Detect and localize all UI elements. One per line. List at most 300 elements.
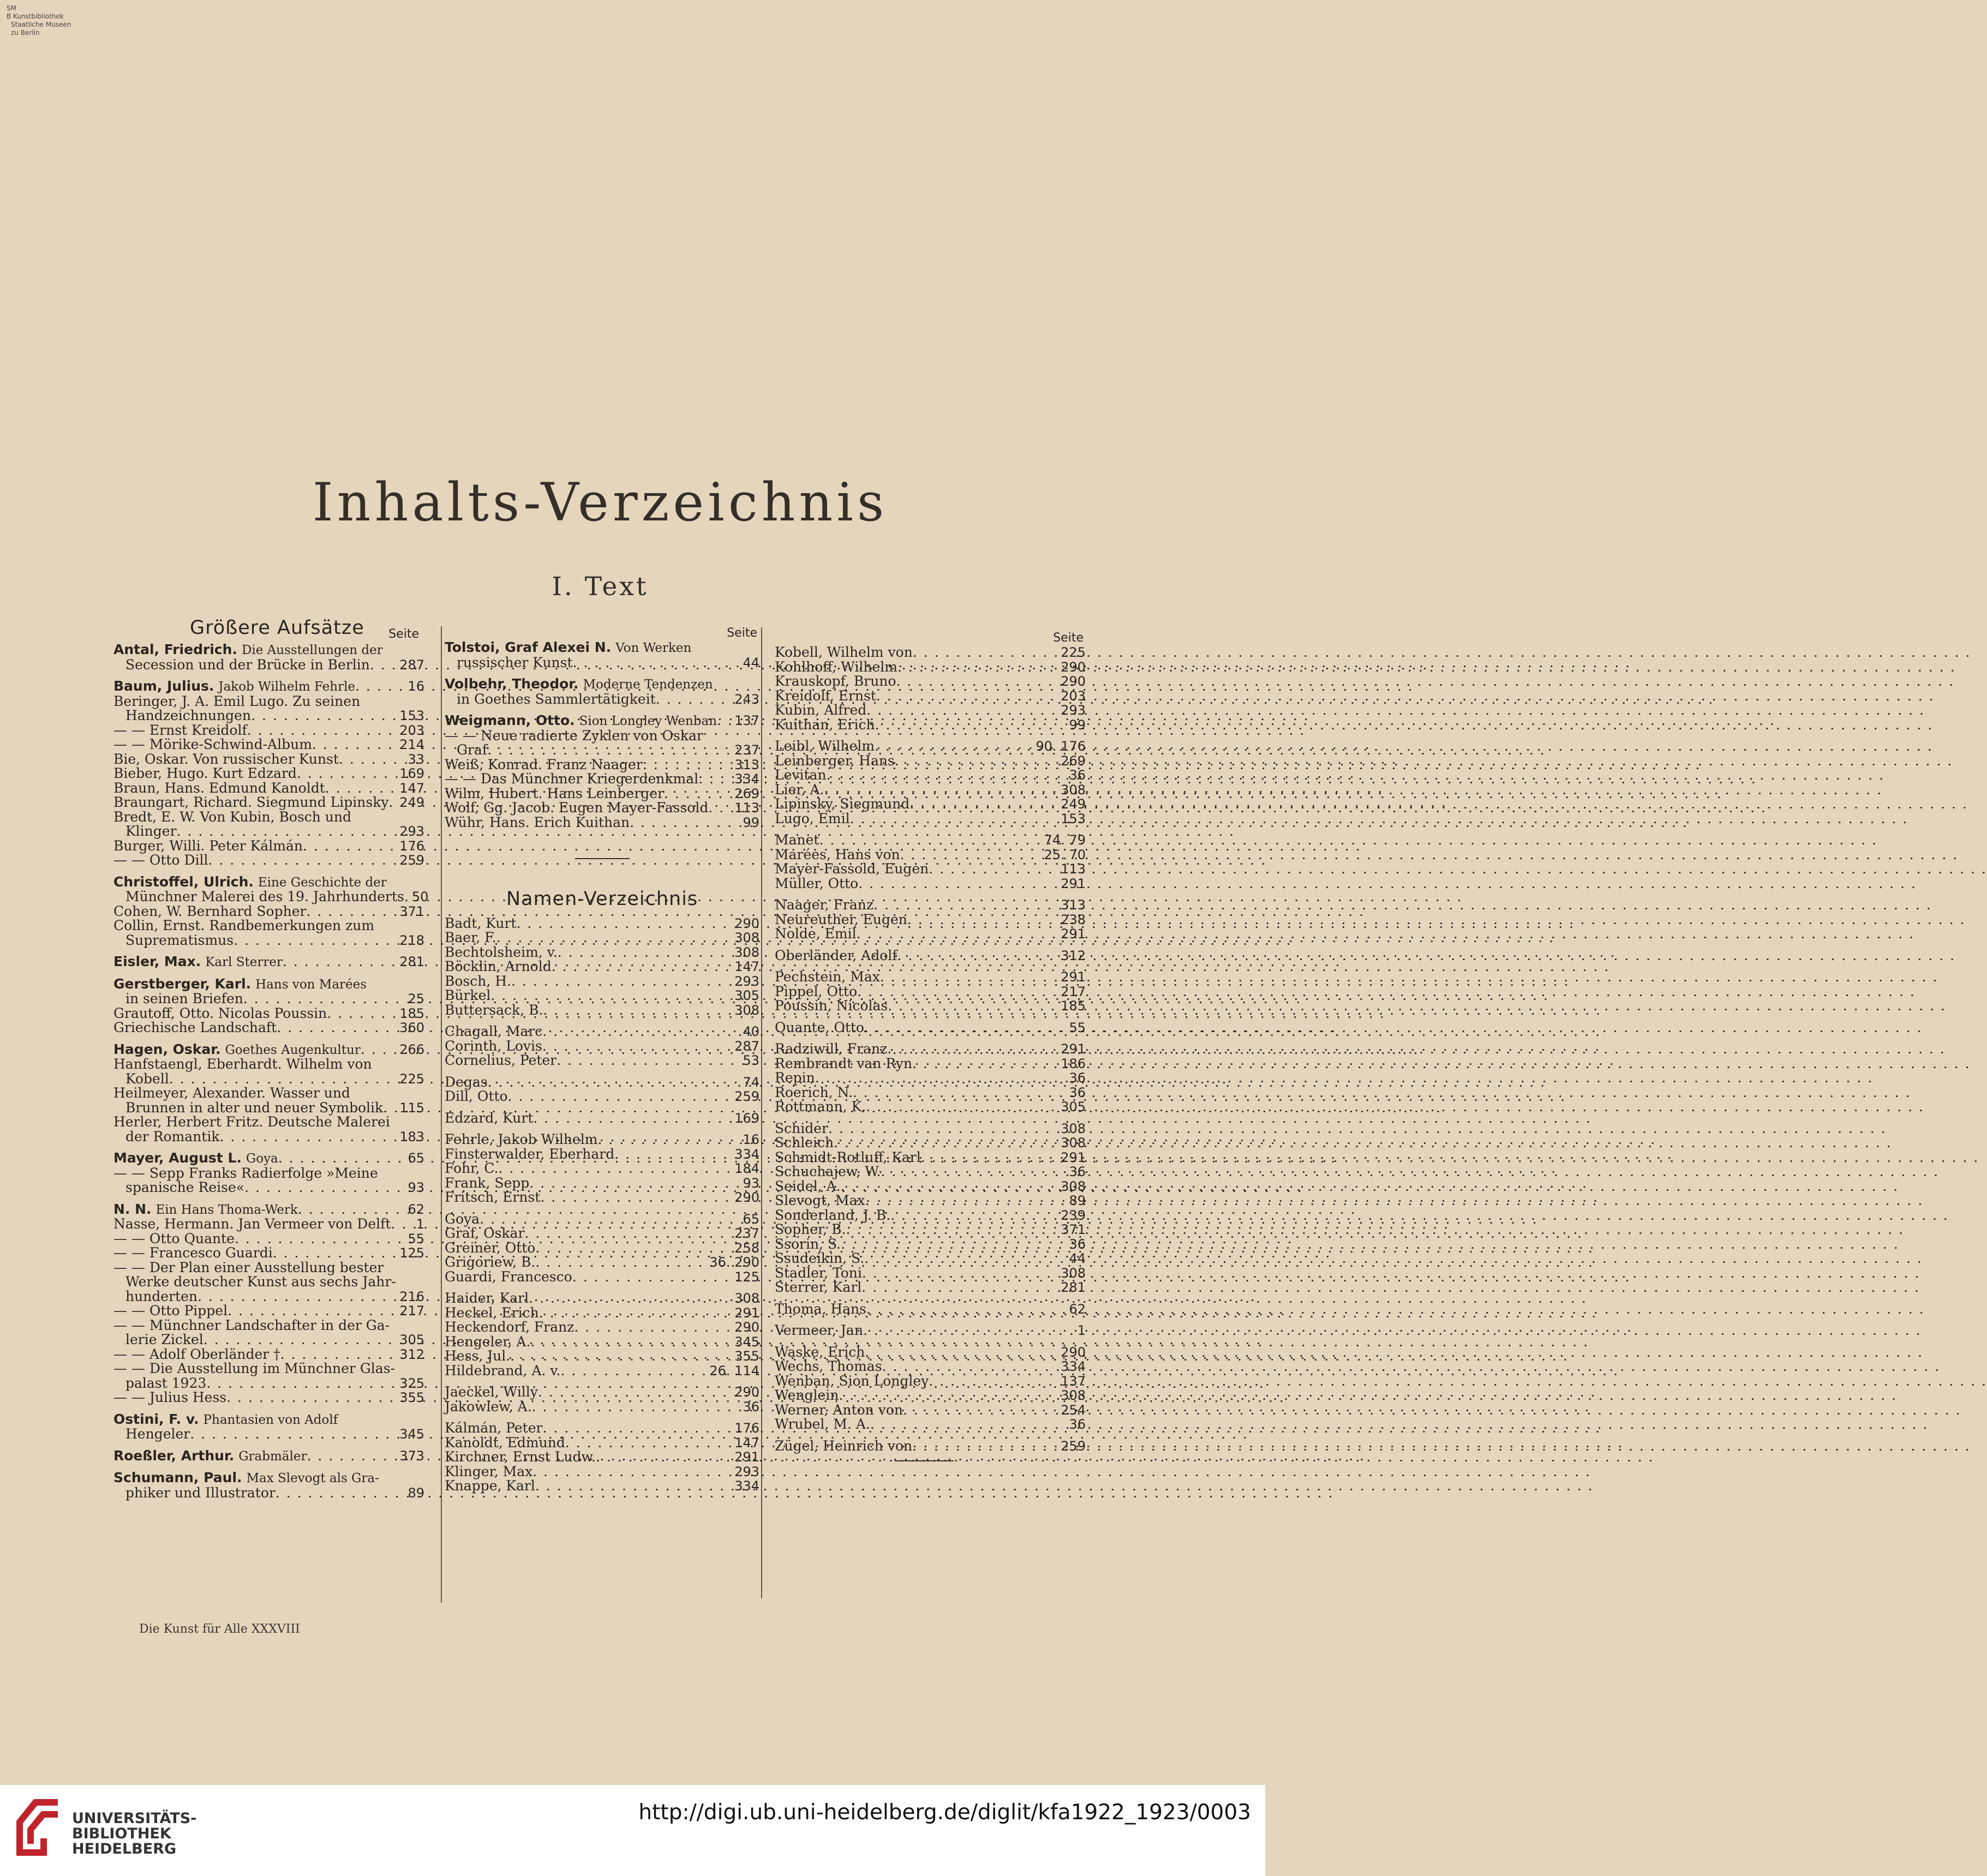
entry-title: Quante, Otto — [775, 1019, 864, 1035]
leader-dots — [306, 904, 397, 919]
leader-dots — [535, 1479, 732, 1494]
leader-dots — [897, 660, 1058, 675]
library-logo-icon — [12, 1795, 62, 1860]
leader-dots — [226, 1390, 397, 1405]
leader-dots — [278, 1151, 406, 1166]
entry-title: Werner, Anton von — [775, 1401, 903, 1418]
entry-title: Lipinsky, Siegmund — [775, 796, 910, 812]
entry-line — [445, 1320, 759, 1335]
entry-title: Kohlhoff, Wilhelm — [775, 658, 897, 675]
entry-text — [113, 1390, 226, 1405]
entry-text — [445, 945, 558, 960]
entry-title: Hengeler — [125, 1426, 190, 1442]
entry-title: Naager, Franz — [775, 897, 874, 913]
entry-text — [113, 919, 374, 933]
entry-line — [775, 985, 1086, 999]
entry-line — [445, 1132, 759, 1147]
entry-title: Greiner, Otto — [445, 1239, 536, 1256]
leader-dots — [206, 1376, 397, 1391]
leader-dots — [897, 949, 1059, 963]
entry-title: Hildebrand, A. v. — [445, 1362, 561, 1378]
leader-dots — [912, 1057, 1058, 1071]
page-number: 290 — [734, 1384, 759, 1400]
index-entry — [775, 645, 1086, 732]
page-number: 217 — [1061, 984, 1086, 999]
entry-text — [113, 1304, 228, 1318]
entry-line — [775, 1042, 1086, 1057]
entry-text — [445, 916, 516, 931]
page-number: 290 — [734, 1320, 759, 1335]
entry-line — [113, 679, 424, 694]
entry-line — [775, 1417, 1086, 1432]
entry-text — [113, 1057, 372, 1072]
entry-title: Rottmann, K. — [775, 1099, 866, 1114]
entry-title: Bechtolsheim, v. — [445, 944, 558, 960]
entry-text — [775, 1417, 870, 1432]
entry-line — [775, 913, 1086, 927]
page-number: 249 — [399, 795, 424, 810]
entry-text — [113, 1362, 395, 1376]
page-number: 99 — [1069, 717, 1086, 733]
entry-title: Moderne Tendenzen — [583, 678, 713, 692]
leader-dots — [907, 913, 1058, 927]
entry-line — [775, 1359, 1086, 1374]
page-number: 53 — [743, 1053, 759, 1068]
author-name: Schumann, Paul. — [113, 1470, 242, 1485]
entry-text — [113, 679, 355, 694]
entry-line — [113, 1057, 424, 1072]
entry-text — [125, 1275, 396, 1290]
leader-dots — [841, 1237, 1067, 1252]
leader-dots — [834, 1136, 1058, 1150]
entry-text — [445, 816, 630, 830]
entry-text — [125, 933, 234, 948]
page-number: 371 — [399, 903, 424, 919]
leader-dots — [866, 1100, 1058, 1114]
leader-dots — [819, 833, 1042, 848]
entry-title: der Romantik — [125, 1128, 220, 1144]
entry-line — [113, 904, 424, 919]
page-number: 93 — [743, 1175, 759, 1191]
page-number: 312 — [1061, 948, 1086, 963]
leader-dots — [339, 752, 406, 767]
entry-line — [445, 1111, 759, 1126]
entry-title: Ein Hans Thoma-Werk — [155, 1202, 298, 1217]
entry-line — [113, 658, 424, 673]
page-number: 249 — [1061, 796, 1086, 812]
entry-text — [113, 1246, 273, 1261]
page-number: 90. 176 — [1036, 739, 1086, 754]
entry-title: Waske, Erich — [775, 1344, 865, 1360]
page-number: 259 — [734, 1089, 759, 1104]
entry-title: hunderten — [125, 1288, 197, 1304]
entry-text — [113, 1115, 390, 1130]
entry-title: phiker und Illustrator — [125, 1484, 276, 1501]
page-number: 239 — [1061, 1207, 1086, 1223]
entry-line — [445, 1421, 759, 1436]
leader-dots — [361, 1042, 397, 1058]
leader-dots — [524, 1226, 732, 1241]
entry-text — [113, 795, 388, 810]
leader-dots — [887, 1042, 1058, 1057]
leader-dots — [480, 1212, 740, 1227]
index-entry — [113, 1042, 424, 1144]
entry-title: Wrubel, M. A. — [775, 1416, 870, 1432]
page-number: 334 — [734, 771, 759, 787]
leader-dots — [561, 1364, 708, 1378]
entry-line — [113, 839, 424, 854]
entry-title: Zügel, Heinrich von — [775, 1437, 913, 1454]
leader-dots — [388, 795, 397, 810]
page-number: 237 — [734, 1226, 759, 1241]
author-name: N. N. — [113, 1201, 152, 1217]
entry-line — [113, 723, 424, 738]
entry-text — [775, 645, 913, 660]
entry-line — [113, 752, 424, 767]
leader-dots — [391, 1217, 414, 1232]
entry-line — [775, 1179, 1086, 1194]
entry-text — [445, 772, 698, 787]
page-number: 214 — [399, 737, 424, 752]
entry-text — [445, 1335, 530, 1350]
page-number: 147 — [734, 1435, 759, 1451]
page-number: 258 — [734, 1240, 759, 1256]
entry-line — [445, 1400, 759, 1415]
entry-title: Leibl, Wilhelm — [775, 738, 875, 754]
page-number: 308 — [1061, 1178, 1086, 1194]
entry-line — [113, 1412, 424, 1428]
leader-dots — [487, 743, 732, 758]
page-number: 93 — [408, 1180, 424, 1195]
entry-line — [113, 1202, 424, 1218]
page-number: 125 — [734, 1269, 759, 1285]
leader-dots — [839, 1388, 1058, 1403]
entry-line — [445, 772, 759, 787]
leader-dots — [929, 1374, 1058, 1389]
page-number: 238 — [1061, 912, 1086, 927]
page-number: 305 — [1061, 1099, 1086, 1114]
index-entry — [775, 1122, 1086, 1295]
entry-text — [775, 1345, 865, 1360]
page-number: 291 — [1061, 1041, 1086, 1057]
entry-line — [113, 1486, 424, 1501]
entry-line — [775, 1280, 1086, 1295]
entry-text — [445, 1212, 480, 1227]
entry-line — [113, 694, 424, 709]
page-label: Seite — [727, 626, 757, 640]
entry-text — [113, 1318, 390, 1333]
entry-text — [113, 853, 208, 868]
page-number: 291 — [1061, 926, 1086, 942]
page-number: 308 — [1061, 1388, 1086, 1403]
leader-dots — [327, 1006, 397, 1021]
entry-line — [113, 824, 424, 839]
leader-dots — [882, 1359, 1059, 1374]
leader-dots — [532, 1400, 741, 1415]
page-number: 269 — [734, 786, 759, 801]
entry-line — [113, 1347, 424, 1362]
entry-text — [775, 1374, 929, 1389]
page-number: 176 — [734, 1421, 759, 1436]
entry-line — [113, 1072, 424, 1087]
entry-title: Baer, F. — [445, 930, 496, 945]
entry-text — [125, 1333, 204, 1347]
entry-title: Guardi, Francesco — [445, 1268, 572, 1285]
page-number: 44 — [743, 655, 759, 670]
footnote: Die Kunst für Alle XXXVIII — [139, 1622, 300, 1636]
entry-title: Bie, Oskar. Von russischer Kunst — [113, 751, 339, 767]
leader-dots — [857, 927, 1059, 942]
entry-title: Griechische Landschaft — [113, 1020, 277, 1035]
leader-dots — [565, 1436, 732, 1451]
page-number: 308 — [734, 930, 759, 945]
entry-line — [775, 739, 1086, 754]
entry-title: Goya — [246, 1152, 278, 1166]
entry-text — [775, 1136, 834, 1150]
entry-line — [775, 768, 1086, 783]
page-number: 55 — [408, 1231, 424, 1246]
entry-text — [775, 1071, 815, 1086]
entry-line — [113, 1042, 424, 1058]
page-number: 287 — [399, 657, 424, 673]
entry-text — [125, 890, 404, 904]
entry-text — [775, 1150, 921, 1165]
leader-dots — [865, 1345, 1058, 1360]
entry-line — [775, 1403, 1086, 1418]
entry-title: Wenban, Sion Longley — [775, 1372, 929, 1389]
entry-line — [775, 1345, 1086, 1360]
leader-dots — [312, 738, 397, 752]
page-label: Seite — [1053, 631, 1084, 645]
entry-title: Fohr, C. — [445, 1160, 499, 1176]
entry-title: Levitan — [775, 767, 827, 783]
leader-dots — [597, 1132, 740, 1147]
entry-line — [445, 1241, 759, 1256]
entry-line — [445, 1349, 759, 1364]
entry-title: Wilm, Hubert. Hans Leinberger — [445, 785, 665, 801]
entry-line — [113, 1180, 424, 1195]
entry-text — [125, 1180, 244, 1195]
index-entry — [775, 949, 1086, 963]
entry-text — [775, 660, 897, 675]
entry-title: Manet — [775, 832, 819, 848]
entry-line — [113, 1130, 424, 1144]
index-entry — [113, 1202, 424, 1405]
entry-text — [775, 985, 857, 999]
leader-dots — [204, 1333, 397, 1347]
entry-text — [775, 812, 850, 826]
page-number: 290 — [734, 915, 759, 931]
page-number: 113 — [734, 800, 759, 816]
leader-dots — [864, 1021, 1067, 1035]
page-number: 218 — [399, 932, 424, 948]
entry-line — [775, 812, 1086, 826]
entry-title: Jakob Wilhelm Fehrle — [218, 680, 356, 694]
index-entry — [113, 643, 424, 672]
leader-dots — [875, 739, 1033, 754]
index-entry — [445, 1132, 759, 1205]
entry-line — [775, 783, 1086, 798]
page-number: 291 — [734, 1449, 759, 1465]
index-entry — [445, 1111, 759, 1126]
leader-dots — [535, 1255, 707, 1270]
entry-title: Goya — [445, 1210, 480, 1227]
entry-title: — — Otto Dill — [113, 852, 208, 868]
stamp-line: zu Berlin — [11, 29, 40, 37]
entry-text — [125, 1486, 276, 1501]
column-larger-essays — [113, 617, 429, 1507]
entry-title: Klinger, Max — [445, 1463, 533, 1479]
entry-line — [113, 1115, 424, 1130]
author-name: Gerstberger, Karl. — [113, 975, 252, 992]
entry-text — [445, 1400, 532, 1415]
leader-dots — [828, 1122, 1058, 1136]
entry-line — [113, 1449, 424, 1464]
leader-dots — [542, 1024, 740, 1039]
entry-title: Kirchner, Ernst Ludw. — [445, 1449, 596, 1465]
entry-text — [445, 1364, 561, 1378]
page-number: 217 — [399, 1303, 424, 1318]
entry-line — [113, 955, 424, 970]
entry-line — [775, 754, 1086, 769]
leader-dots — [542, 1039, 732, 1054]
page-number: 147 — [734, 959, 759, 974]
entry-line — [113, 1362, 424, 1376]
column-name-index-continued — [775, 631, 1086, 1461]
entry-title: Böcklin, Arnold — [445, 958, 552, 974]
entry-text — [113, 1151, 278, 1166]
entry-title: Müller, Otto — [775, 875, 859, 891]
entry-line — [445, 729, 759, 744]
leader-dots — [630, 816, 740, 830]
entry-title: Kobell, Wilhelm von — [775, 644, 913, 660]
entry-line — [445, 1039, 759, 1054]
entry-text — [445, 714, 717, 729]
entry-line — [445, 743, 759, 758]
entry-title: Hans von Marées — [255, 977, 367, 992]
leader-dots — [404, 890, 410, 904]
entry-text — [775, 797, 909, 812]
leader-dots — [355, 679, 405, 694]
page-number: 203 — [1061, 688, 1086, 704]
entry-title: Von Werken — [615, 641, 692, 655]
entry-text — [775, 1388, 839, 1403]
heading-name-index: Namen-Verzeichnis — [506, 888, 698, 910]
index-entry — [445, 916, 759, 1018]
entry-line — [113, 1427, 424, 1442]
index-entry — [775, 1042, 1086, 1114]
entry-line — [445, 758, 759, 772]
entry-title: Krauskopf, Bruno — [775, 673, 896, 689]
index-entry — [775, 739, 1086, 826]
index-entry — [113, 873, 429, 948]
entry-line — [113, 810, 424, 825]
source-url[interactable]: http://digi.ub.uni-heidelberg.de/diglit/kfa1922_1923/0003 — [638, 1800, 1251, 1825]
index-entry — [445, 1291, 759, 1378]
entry-title: Degas — [445, 1074, 488, 1090]
entry-text — [113, 1086, 350, 1101]
entry-line — [445, 1161, 759, 1176]
leader-dots — [708, 801, 732, 816]
author-name: Eisler, Max. — [113, 954, 201, 969]
entry-title: Heckel, Erich — [445, 1304, 539, 1321]
entry-text — [125, 1427, 190, 1442]
entry-title: Kanoldt, Edmund — [445, 1434, 565, 1451]
entry-line — [113, 919, 424, 933]
entry-text — [775, 1208, 890, 1223]
entry-title: Haider, Karl — [445, 1290, 529, 1306]
entry-text — [775, 1194, 865, 1208]
page-number: 115 — [399, 1100, 424, 1116]
page-number: 185 — [1061, 998, 1086, 1014]
entry-text — [445, 960, 552, 974]
entry-line — [445, 1450, 759, 1465]
page-number: 308 — [1061, 1135, 1086, 1150]
entry-text — [125, 824, 177, 839]
leader-dots — [247, 723, 397, 738]
entry-line — [113, 1333, 424, 1347]
entry-line — [775, 1194, 1086, 1208]
leader-dots — [815, 1071, 1067, 1086]
entry-title: in Goethes Sammlertätigkeit — [457, 691, 656, 707]
index-entry — [113, 1471, 424, 1500]
page-number: 26. 114 — [709, 1363, 759, 1378]
entry-line — [775, 1302, 1086, 1317]
page-number: 44 — [1069, 1251, 1086, 1266]
entry-title: Lugo, Emil — [775, 810, 850, 826]
leader-dots — [881, 1165, 1067, 1179]
leader-dots — [529, 1291, 732, 1306]
entry-line — [445, 1053, 759, 1068]
leader-dots — [558, 945, 732, 960]
entry-line — [113, 1471, 424, 1486]
entry-text — [445, 1190, 540, 1205]
entry-line — [445, 656, 759, 670]
page-number: 355 — [399, 1390, 424, 1405]
entry-line — [775, 1208, 1086, 1223]
entry-line — [445, 801, 759, 816]
entry-line — [113, 1151, 424, 1166]
entry-line — [445, 1335, 759, 1350]
leader-dots — [234, 933, 397, 948]
entry-line — [445, 714, 759, 729]
entry-text — [445, 1132, 597, 1147]
entry-text — [445, 1306, 539, 1321]
entry-title: Pippel, Otto — [775, 983, 858, 999]
index-entry — [775, 1439, 1086, 1454]
entry-line — [113, 933, 424, 948]
entry-line — [775, 1388, 1086, 1403]
entry-title: Lier, A. — [775, 781, 824, 798]
entry-line — [445, 1270, 759, 1285]
entry-title: Mayer-Fassold, Eugen — [775, 861, 929, 877]
separator-rule — [575, 858, 630, 859]
page-number: 176 — [399, 838, 424, 854]
entry-line — [113, 1246, 424, 1261]
entry-line — [775, 1021, 1086, 1035]
entry-line — [775, 1222, 1086, 1237]
leader-dots — [530, 1335, 732, 1350]
entry-title: Bosch, H. — [445, 973, 511, 989]
entry-text — [445, 931, 496, 945]
entry-title: in seinen Briefen — [125, 991, 243, 1006]
leader-dots — [866, 1302, 1067, 1317]
leader-dots — [850, 812, 1059, 826]
author-name: Hagen, Oskar. — [113, 1041, 221, 1057]
page-number: 184 — [734, 1161, 759, 1176]
entry-text — [125, 658, 370, 673]
page-number: 334 — [1061, 1359, 1086, 1374]
